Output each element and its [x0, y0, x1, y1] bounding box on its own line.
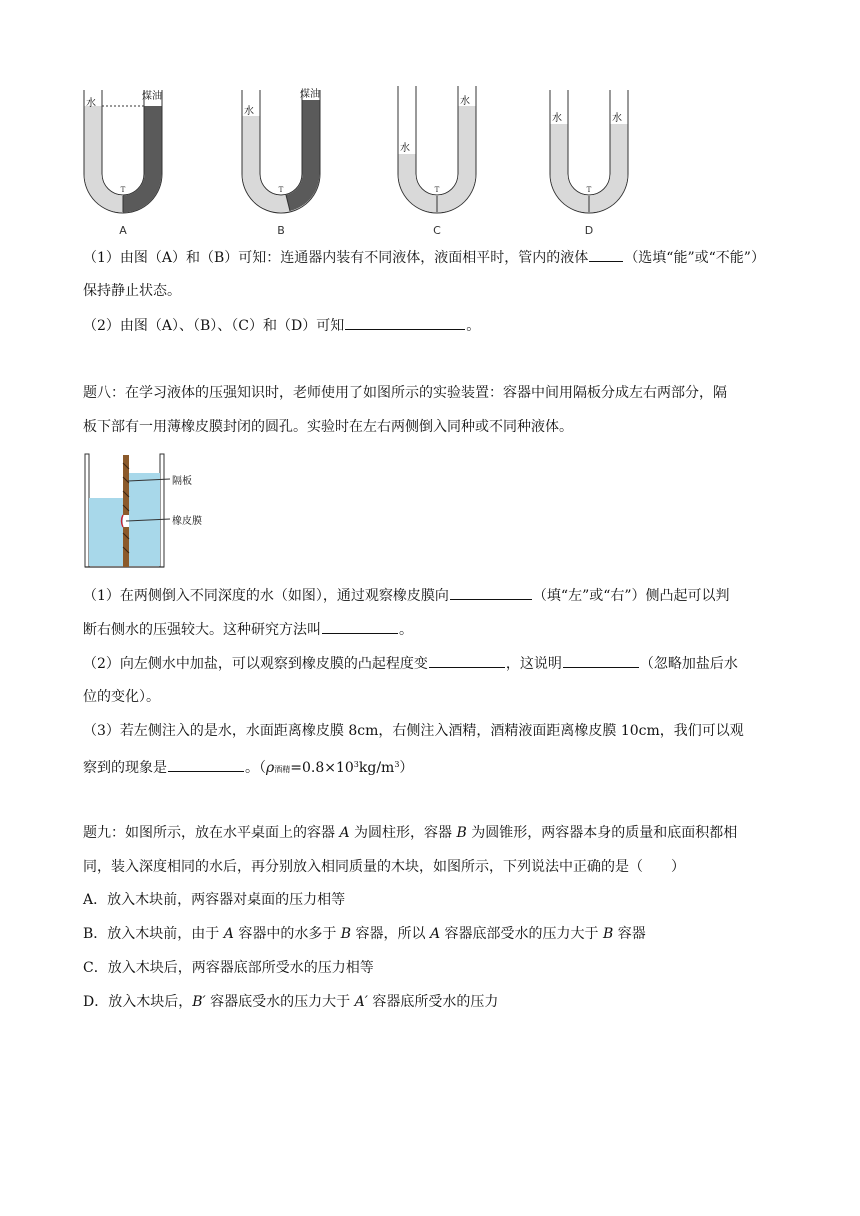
q9-option-c[interactable] [83, 958, 374, 978]
q8-blank-3[interactable] [429, 653, 505, 668]
q9-option-b-text-2: 容器中的水多于 [233, 926, 341, 942]
svg-text:T: T [586, 186, 592, 194]
q8-blank-5[interactable] [168, 757, 244, 772]
q9-option-d[interactable] [83, 992, 498, 1012]
tube-d-caption: D [584, 224, 594, 237]
option-b-var-b2: B [603, 926, 614, 942]
q7-part1-line1 [83, 247, 765, 268]
q8-p1-text-d: 。 [399, 622, 413, 638]
q8-part2-line1 [83, 653, 738, 674]
q8-part2-line2 [83, 687, 160, 707]
tube-b-right-label: 煤油 [300, 89, 320, 100]
q9-intro-text-1b: 为圆柱形，容器 [349, 825, 457, 841]
rho-exponent: 3 [353, 760, 359, 769]
q8-p3-text-d: ） [399, 760, 414, 776]
q8-p2-text-d: 位的变化）。 [83, 689, 160, 705]
container-a-var: A [339, 825, 350, 841]
q8-part3-line2 [83, 755, 413, 780]
partition-label: 隔板 [172, 476, 192, 487]
rho-unit-exponent: 3 [394, 760, 400, 769]
q9-option-d-text-2: 容器底受水的压力大于 [205, 994, 355, 1010]
q7-part1-text-a: （1）由图（A）和（B）可知：连通器内装有不同液体，液面相平时，管内的液体 [83, 250, 589, 266]
rho-unit: kg/m [358, 760, 395, 776]
q8-blank-1[interactable] [450, 585, 532, 600]
q7-part1-line2 [83, 281, 181, 301]
q7-part1-text-b: （选填“能”或“不能”） [624, 250, 765, 266]
svg-text:T: T [120, 186, 126, 194]
q9-intro-text-1a: 题九：如图所示，放在水平桌面上的容器 [83, 825, 340, 841]
q7-part1-text-c: 保持静止状态。 [83, 283, 181, 299]
tube-a-caption: A [119, 224, 127, 237]
tube-b-left-label: 水 [244, 106, 254, 117]
q9-option-c-text: C．放入木块后，两容器底部所受水的压力相等 [83, 960, 374, 976]
rho-subscript: 酒精 [274, 765, 291, 774]
rho-value: =0.8×10 [290, 760, 354, 776]
q8-p2-text-a: （2）向左侧水中加盐，可以观察到橡皮膜的凸起程度变 [83, 656, 428, 672]
q8-p2-text-b: ，这说明 [505, 656, 562, 672]
q7-blank-2[interactable] [345, 315, 465, 330]
option-b-var-a2: A [429, 926, 441, 942]
q8-p2-text-c: （忽略加盐后水 [639, 656, 738, 672]
svg-text:T: T [278, 186, 284, 194]
q9-option-b-text-1: B．放入木块前，由于 [83, 926, 224, 942]
q8-blank-4[interactable] [563, 653, 639, 668]
q8-p1-text-c: 断右侧水的压强较大。这种研究方法叫 [83, 622, 321, 638]
q7-part2-text-b: 。 [466, 318, 481, 334]
tube-c-right-label: 水 [460, 96, 470, 107]
q9-intro-text-1c: 为圆锥形，两容器本身的质量和底面积都相 [466, 825, 738, 841]
q7-blank-1[interactable] [589, 247, 623, 262]
option-b-var-a1: A [223, 926, 234, 942]
q7-part2 [83, 315, 480, 336]
u-tube-c [392, 84, 482, 237]
q8-part1-line1 [83, 585, 730, 606]
u-tube-figure [78, 84, 658, 244]
u-tube-b [236, 84, 326, 237]
q7-part2-text-a: （2）由图（A）、（B）、（C）和（D）可知 [83, 318, 345, 334]
option-d-var-bp: B′ [192, 994, 206, 1010]
q9-option-b-text-3: 容器，所以 [351, 926, 430, 942]
membrane-label: 橡皮膜 [172, 516, 202, 527]
q8-intro-text-1: 题八：在学习液体的压强知识时，老师使用了如图所示的实验装置：容器中间用隔板分成左右两部分，隔 [83, 385, 727, 401]
q8-intro-line2 [83, 417, 573, 437]
q8-p1-text-a: （1）在两侧倒入不同深度的水（如图），通过观察橡皮膜向 [83, 588, 449, 604]
tube-a-right-label: 煤油 [142, 91, 162, 102]
q8-p3-text-c: 。（ [245, 760, 266, 776]
q8-p3-text-a: （3）若左侧注入的是水，水面距离橡皮膜 8cm，右侧注入酒精，酒精液面距离橡皮膜 10cm，我们可以观 [83, 723, 744, 739]
q9-option-b-text-4: 容器底部受水的压力大于 [440, 926, 604, 942]
tube-c-caption: C [433, 224, 441, 237]
q9-option-b[interactable] [83, 924, 646, 944]
q9-intro-line2 [83, 857, 685, 877]
q9-option-d-text-1: D．放入木块后， [83, 994, 193, 1010]
tube-d-left-label: 水 [552, 113, 562, 124]
tube-d-right-label: 水 [612, 113, 622, 124]
q8-blank-2[interactable] [322, 619, 398, 634]
u-tube-a [78, 84, 168, 237]
beaker-figure [84, 453, 214, 568]
q8-part1-line2 [83, 619, 413, 640]
svg-text:T: T [434, 186, 440, 194]
q9-option-d-text-3: 容器底所受水的压力 [367, 994, 499, 1010]
q9-intro-text-2: 同，装入深度相同的水后，再分别放入相同质量的木块，如图所示，下列说法中正确的是（ ） [83, 859, 685, 875]
rho-symbol: ρ [266, 760, 275, 776]
tube-c-left-label: 水 [400, 143, 410, 154]
q8-p1-text-b: （填“左”或“右”）侧凸起可以判 [532, 588, 730, 604]
q9-intro-line1 [83, 823, 737, 843]
q9-option-b-text-5: 容器 [613, 926, 646, 942]
u-tube-d [544, 84, 634, 237]
q8-p3-text-b: 察到的现象是 [83, 760, 167, 776]
q8-part3-line1 [83, 721, 744, 741]
q8-intro-text-2: 板下部有一用薄橡皮膜封闭的圆孔。实验时在左右两侧倒入同种或不同种液体。 [83, 419, 573, 435]
option-d-var-ap: A′ [354, 994, 368, 1010]
q9-option-a[interactable] [83, 890, 345, 910]
q8-intro-line1 [83, 383, 727, 403]
tube-b-caption: B [277, 224, 285, 237]
q9-option-a-text: A．放入木块前，两容器对桌面的压力相等 [83, 892, 346, 908]
option-b-var-b1: B [340, 926, 352, 942]
container-b-var: B [456, 825, 467, 841]
tube-a-left-label: 水 [86, 98, 96, 109]
